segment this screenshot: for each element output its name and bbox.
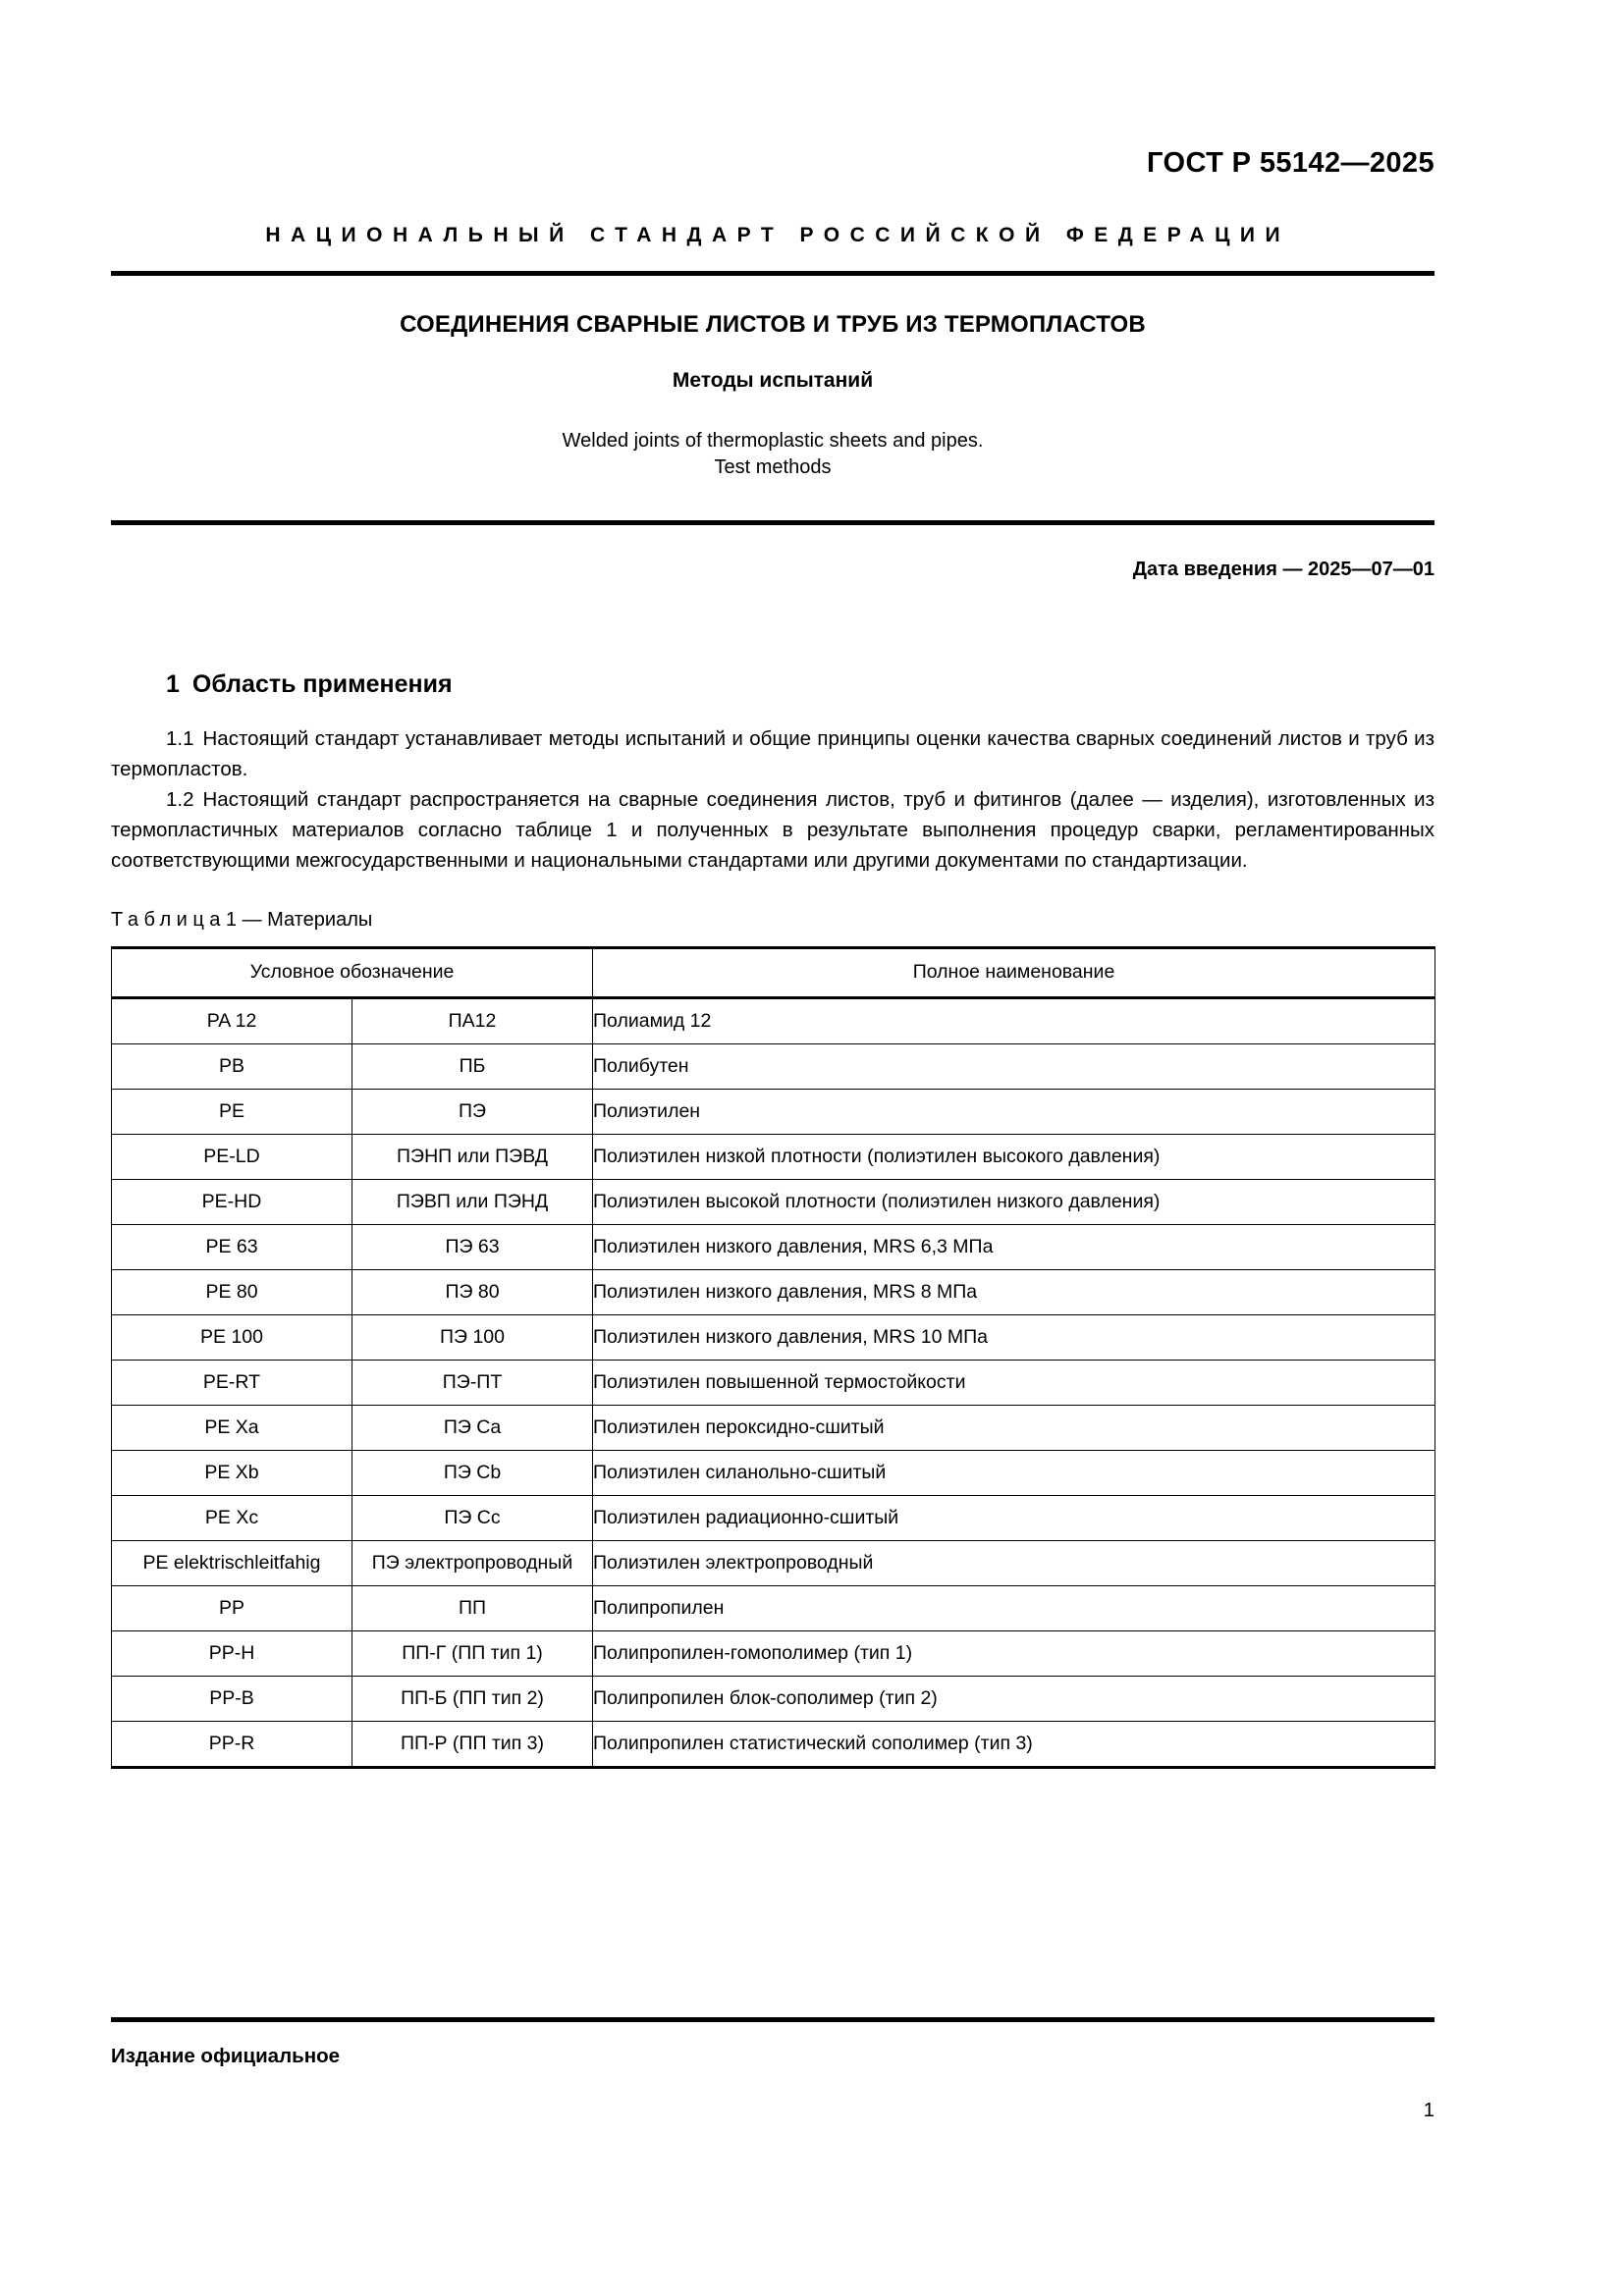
national-standard-line: НАЦИОНАЛЬНЫЙ СТАНДАРТ РОССИЙСКОЙ ФЕДЕРАЦИИ (265, 224, 1291, 246)
table-row (112, 1135, 1435, 1180)
paragraph-number: 1.1 (166, 727, 194, 750)
table-cell: PP-R (112, 1722, 352, 1768)
table-cell: ПЭ 80 (352, 1270, 593, 1315)
paragraph-text: Настоящий стандарт распространяется на сварные соединения листов, труб и фитингов (далее — изделия), изготовленных из термопластичных материалов согласно таблице 1 и полученных в результате выполнения процедур сварки, регламентированных соответствующими межгосударственными и национальными стандартами или другими документами по стандартизации. (111, 788, 1435, 872)
materials-table-head (112, 948, 1435, 998)
table-row (112, 1677, 1435, 1722)
table-row (112, 1315, 1435, 1361)
table-header-designation: Условное обозначение (112, 948, 593, 998)
table-cell: Полиэтилен радиационно-сшитый (593, 1496, 1435, 1541)
title-block (111, 313, 1435, 520)
table-row (112, 1270, 1435, 1315)
table-cell: Полиэтилен повышенной термостойкости (593, 1361, 1435, 1406)
table-row (112, 1496, 1435, 1541)
table-cell: ПП-Б (ПП тип 2) (352, 1677, 593, 1722)
materials-table (111, 946, 1435, 1769)
table-row (112, 1451, 1435, 1496)
table-row (112, 1586, 1435, 1631)
table-cell: ПЭ Cc (352, 1496, 593, 1541)
table-row (112, 1406, 1435, 1451)
table-cell: PE (112, 1090, 352, 1135)
table-cell: ПП (352, 1586, 593, 1631)
table-cell: Полипропилен-гомополимер (тип 1) (593, 1631, 1435, 1677)
table-header-row (112, 948, 1435, 998)
document-title-en (111, 428, 1435, 481)
title-spacer (111, 481, 1435, 520)
document-title-en-line2: Test methods (714, 456, 832, 478)
footer-divider (111, 2017, 1435, 2022)
table-cell: PE elektrischleitfahig (112, 1541, 352, 1586)
table-cell: ПЭ 100 (352, 1315, 593, 1361)
page-number: 1 (1423, 2099, 1435, 2121)
paragraph-number: 1.2 (166, 788, 194, 811)
table-row (112, 1090, 1435, 1135)
introduction-date: Дата введения — 2025—07—01 (1132, 559, 1435, 580)
table-cell: PB (112, 1044, 352, 1090)
table-cell: Полиэтилен низкого давления, MRS 6,3 МПа (593, 1225, 1435, 1270)
table-row (112, 1361, 1435, 1406)
table-cell: ПЭ-ПТ (352, 1361, 593, 1406)
materials-table-body (112, 998, 1435, 1768)
table-cell: ПЭ Ca (352, 1406, 593, 1451)
document-subtitle-ru: Методы испытаний (672, 369, 874, 392)
table-cell: Полиэтилен высокой плотности (полиэтилен низкого давления) (593, 1180, 1435, 1225)
table-cell: PE Xa (112, 1406, 352, 1451)
table-cell: PE Xb (112, 1451, 352, 1496)
table-cell: PE-RT (112, 1361, 352, 1406)
table-cell: PP-B (112, 1677, 352, 1722)
table-header-fullname: Полное наименование (593, 948, 1435, 998)
section-number: 1 (166, 670, 180, 698)
table-cell: Полиэтилен пероксидно-сшитый (593, 1406, 1435, 1451)
table-cell: PE 80 (112, 1270, 352, 1315)
table-cell: Полипропилен (593, 1586, 1435, 1631)
paragraph-text: Настоящий стандарт устанавливает методы испытаний и общие принципы оценки качества сварных соединений листов и труб из термопластов. (111, 727, 1435, 780)
official-edition-note: Издание официальное (111, 2045, 341, 2067)
table-row (112, 1722, 1435, 1768)
table-cell: Полибутен (593, 1044, 1435, 1090)
section-heading (166, 672, 1435, 697)
table-cell: PE 100 (112, 1315, 352, 1361)
header-divider-bottom (111, 520, 1435, 525)
table-caption-word: Таблица (111, 909, 226, 931)
table-cell: Полиамид 12 (593, 998, 1435, 1044)
table-cell: ПП-Г (ПП тип 1) (352, 1631, 593, 1677)
table-cell: Полиэтилен электропроводный (593, 1541, 1435, 1586)
table-row (112, 998, 1435, 1044)
table-cell: PA 12 (112, 998, 352, 1044)
paragraph-1-2 (111, 784, 1435, 876)
table-caption (111, 910, 1435, 930)
table-row (112, 1044, 1435, 1090)
table-cell: Полиэтилен низкого давления, MRS 10 МПа (593, 1315, 1435, 1361)
table-cell: ПЭ 63 (352, 1225, 593, 1270)
table-row (112, 1631, 1435, 1677)
table-cell: ПА12 (352, 998, 593, 1044)
table-cell: Полиэтилен (593, 1090, 1435, 1135)
table-cell: PE-LD (112, 1135, 352, 1180)
table-row (112, 1541, 1435, 1586)
table-cell: PE-HD (112, 1180, 352, 1225)
table-cell: ПЭ электропроводный (352, 1541, 593, 1586)
table-row (112, 1180, 1435, 1225)
table-cell: ПБ (352, 1044, 593, 1090)
table-cell: ПЭ Cb (352, 1451, 593, 1496)
table-cell: ПП-Р (ПП тип 3) (352, 1722, 593, 1768)
document-code: ГОСТ Р 55142—2025 (1147, 147, 1435, 179)
table-cell: Полиэтилен низкого давления, MRS 8 МПа (593, 1270, 1435, 1315)
table-cell: ПЭВП или ПЭНД (352, 1180, 593, 1225)
table-caption-rest: 1 — Материалы (225, 909, 373, 931)
table-cell: PP-H (112, 1631, 352, 1677)
table-cell: Полиэтилен силанольно-сшитый (593, 1451, 1435, 1496)
document-title-en-line1: Welded joints of thermoplastic sheets and pipes. (562, 430, 984, 452)
table-cell: PP (112, 1586, 352, 1631)
document-title-ru: СОЕДИНЕНИЯ СВАРНЫЕ ЛИСТОВ И ТРУБ ИЗ ТЕРМОПЛАСТОВ (400, 311, 1146, 338)
table-cell: PE Xc (112, 1496, 352, 1541)
table-cell: PE 63 (112, 1225, 352, 1270)
table-cell: ПЭ (352, 1090, 593, 1135)
header-divider-top (111, 271, 1435, 276)
table-cell: Полипропилен блок-сополимер (тип 2) (593, 1677, 1435, 1722)
table-cell: ПЭНП или ПЭВД (352, 1135, 593, 1180)
paragraph-1-1 (111, 723, 1435, 784)
table-row (112, 1225, 1435, 1270)
page-content (111, 0, 1435, 1769)
section-title: Область применения (191, 670, 453, 698)
table-cell: Полиэтилен низкой плотности (полиэтилен высокого давления) (593, 1135, 1435, 1180)
table-cell: Полипропилен статистический сополимер (тип 3) (593, 1722, 1435, 1768)
